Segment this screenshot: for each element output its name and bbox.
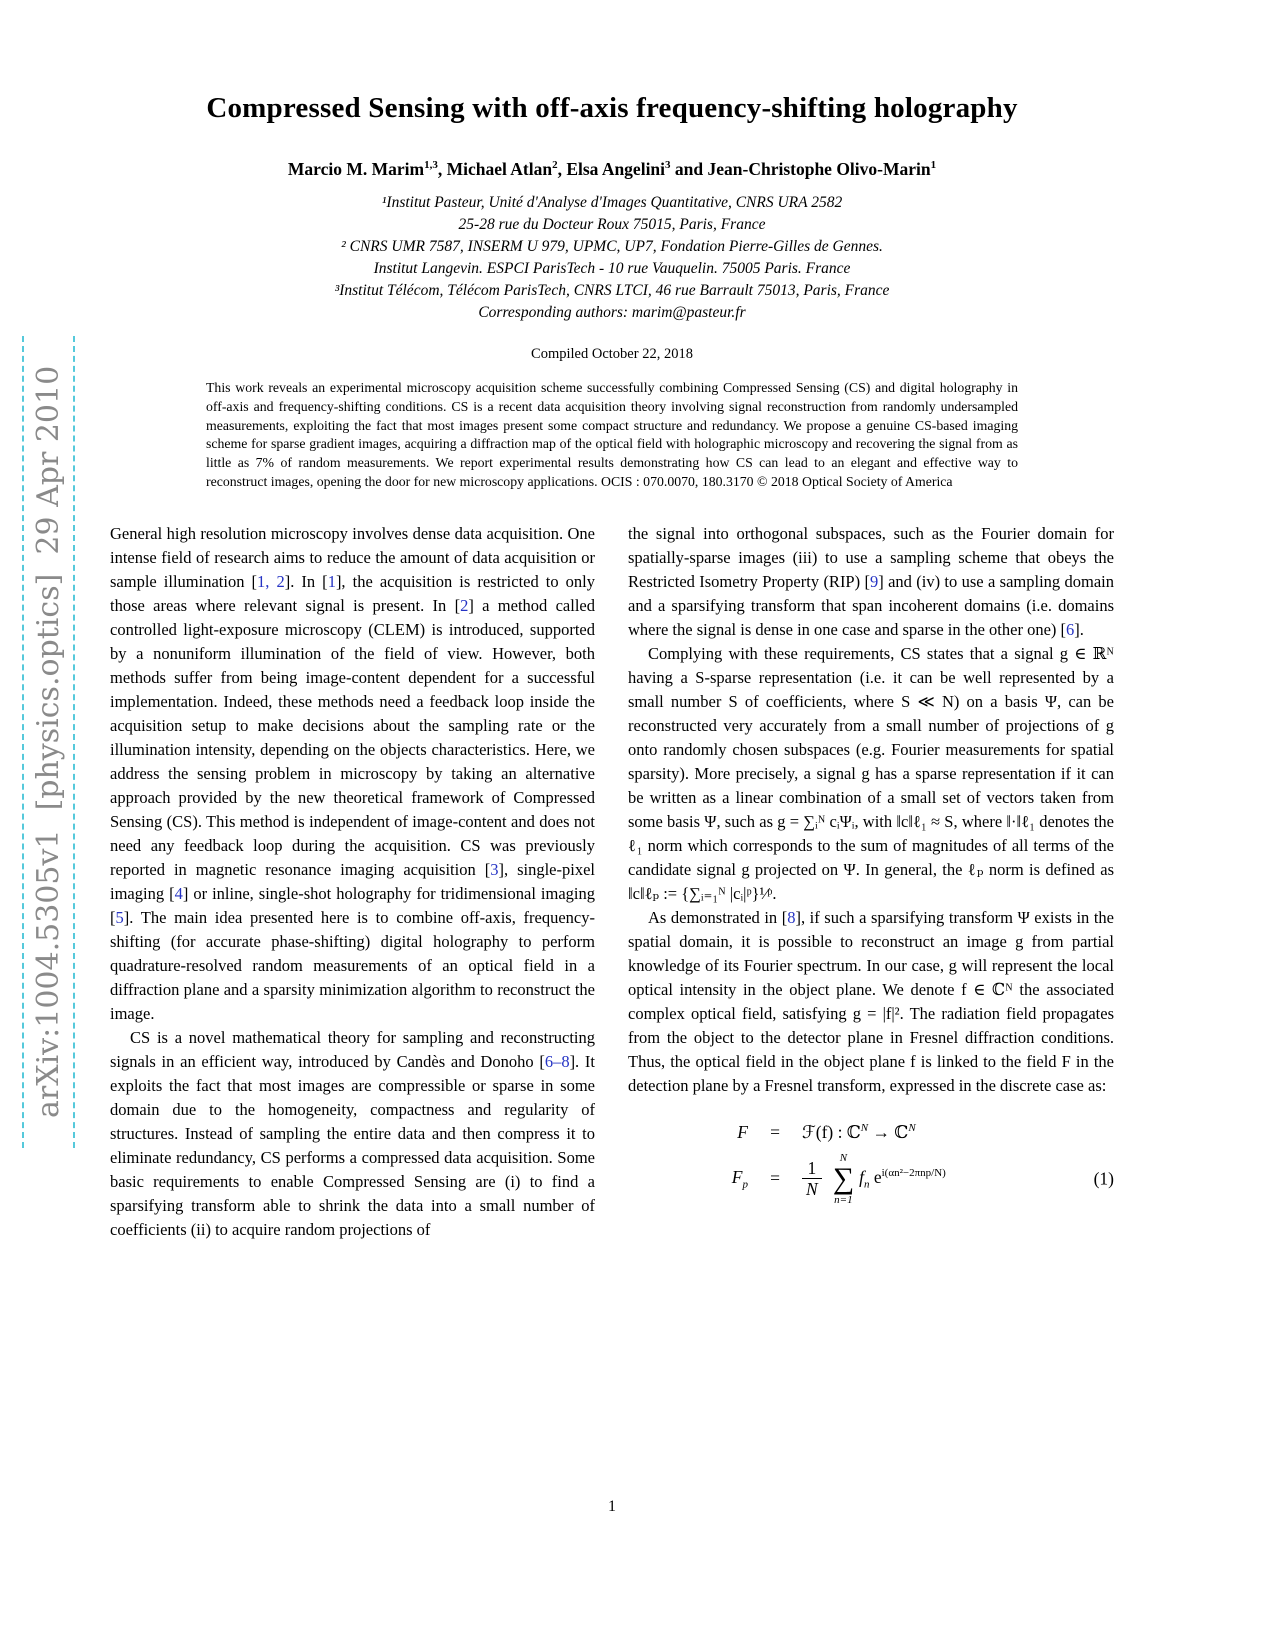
- term-f: f: [859, 1167, 864, 1188]
- author-name: and Jean-Christophe Olivo-Marin: [670, 159, 931, 179]
- author-name: , Elsa Angelini: [557, 159, 666, 179]
- eq1-relation: =: [770, 1121, 780, 1142]
- abstract-text: This work reveals an experimental microscopy acquisition scheme successfully combining Compressed Sensing (CS) and digital holography in off-axis and frequency-shifting conditions. CS is a recent data acquisition theory involving signal reconstruction from randomly undersampled measurements, exploiting the fact that most images present some compact structure and redundancy. We propose a genuine CS-based imaging scheme for sparse gradient images, acquiring a diffraction map of the optical field with holographic microscopy and recovering the signal from as little as 7% of random measurements. We report experimental results demonstrating how CS can lead to an elegant and effective way to reconstruct images, opening the door for new microscopy applications. OCIS : 070.0070, 180.3170 © 2018 Optical Society of America: [206, 380, 1018, 489]
- eq1-sup-n: N: [860, 1121, 869, 1134]
- sigma-symbol: ∑: [832, 1161, 855, 1195]
- affiliation-line: ¹Institut Pasteur, Unité d'Analyse d'Images Quantitative, CNRS URA 2582: [381, 194, 843, 211]
- eq2-lhs-base: F: [731, 1167, 743, 1188]
- column-right: [628, 522, 1114, 1242]
- column-left: [110, 522, 595, 1242]
- eq1-rhs-map: ℱ(f) : ℂ: [802, 1121, 861, 1142]
- paper-page: [110, 0, 1114, 1515]
- summation: [833, 1152, 854, 1206]
- affiliation-line: 25-28 rue du Docteur Roux 75015, Paris, France: [458, 216, 766, 233]
- equation-number: (1): [1093, 1168, 1114, 1189]
- citation-link[interactable]: 6: [1066, 619, 1075, 639]
- fraction: [802, 1158, 822, 1199]
- equation-line-1: [628, 1122, 1114, 1143]
- fraction-numerator: 1: [807, 1158, 817, 1179]
- arxiv-watermark: arXiv:1004.5305v1 [physics.optics] 29 Apr 2010: [22, 336, 75, 1148]
- citation-link[interactable]: 5: [115, 907, 124, 927]
- eq2-lhs-sub: p: [742, 1178, 748, 1191]
- paper-title: Compressed Sensing with off-axis frequency-shifting holography: [206, 92, 1018, 124]
- corresponding-author-line: Corresponding authors: marim@pasteur.fr: [478, 304, 746, 321]
- citation-link[interactable]: 8: [787, 907, 796, 927]
- eq2-relation: =: [770, 1168, 780, 1189]
- equation-line-2: [628, 1152, 1114, 1206]
- authors-line: [110, 159, 1114, 180]
- citation-link[interactable]: 4: [174, 883, 183, 903]
- two-column-body: [110, 522, 1114, 1242]
- eq1-rhs: [802, 1122, 1114, 1143]
- author-name: , Michael Atlan: [437, 159, 553, 179]
- summation-upper-limit: N: [839, 1151, 848, 1164]
- citation-link[interactable]: 9: [869, 571, 879, 591]
- affiliation-line: ³Institut Télécom, Télécom ParisTech, CNRS LTCI, 46 rue Barrault 75013, Paris, France: [334, 282, 890, 299]
- term-exponent: i(αn²−2πnp/N): [881, 1167, 946, 1180]
- eq1-rhs-arrow: → ℂ: [868, 1121, 909, 1142]
- term-e: e: [869, 1167, 882, 1188]
- affiliation-line: Institut Langevin. ESPCI ParisTech - 10 rue Vauquelin. 75005 Paris. France: [373, 260, 851, 277]
- body-paragraph: As demonstrated in [8], if such a sparsifying transform Ψ exists in the spatial domain, it is possible to reconstruct an image g from partial knowledge of its Fourier spectrum. In our case, g will represent the local optical intensity in the object plane. We denote f ∈ ℂᴺ the associated complex optical field, satisfying g = |f|². The radiation field propagates from the object to the detector plane in Fresnel diffraction conditions. Thus, the optical field in the object plane f is linked to the field F in the detection plane by a Fresnel transform, expressed in the discrete case as:: [628, 907, 1114, 1095]
- term-f-subscript: n: [863, 1178, 870, 1191]
- citation-link[interactable]: 1: [327, 571, 336, 591]
- citation-link[interactable]: 6–8: [544, 1051, 570, 1071]
- affiliation-line: ² CNRS UMR 7587, INSERM U 979, UPMC, UP7, Fondation Pierre-Gilles de Gennes.: [341, 238, 883, 255]
- citation-link[interactable]: 1, 2: [257, 571, 285, 591]
- summand-term: [859, 1167, 946, 1191]
- eq1-lhs: F: [737, 1121, 748, 1142]
- author-name: Marcio M. Marim: [287, 159, 425, 179]
- citation-link[interactable]: 2: [460, 595, 469, 615]
- compiled-date: Compiled October 22, 2018: [531, 346, 693, 362]
- body-paragraph: the signal into orthogonal subspaces, such as the Fourier domain for spatially-sparse images (iii) to use a sampling scheme that obeys the Restricted Isometry Property (RIP) [9] and (iv) to use a sampling domain and a sparsifying transform that span incoherent domains (i.e. domains where the signal is dense in one case and sparse in the other one) [6].: [628, 523, 1114, 639]
- author-affil-superscript: 3: [665, 159, 671, 172]
- author-affil-superscript: 1,3: [424, 159, 438, 172]
- page-number: 1: [608, 1498, 616, 1515]
- equation-block: [628, 1122, 1114, 1206]
- body-paragraph: General high resolution microscopy involves dense data acquisition. One intense field of research aims to reduce the amount of data acquisition or sample illumination [1, 2]. In [1], the acquisition is restricted to only those areas where relevant signal is present. In [2] a method called controlled light-exposure microscopy (CLEM) is introduced, supported by a nonuniform illumination of the field of view. However, both methods suffer from being image-content dependent for a successful implementation. Indeed, these methods need a feedback loop inside the acquisition setup to make decisions about the sampling rate or the illumination intensity, depending on the objects characteristics. Here, we address the sensing problem in microscopy by taking an alternative approach provided by the new theoretical framework of Compressed Sensing (CS). This method is independent of image-content and does not need any feedback loop during the acquisition. CS was previously reported in magnetic resonance imaging acquisition [3], single-pixel imaging [4] or inline, single-shot holography for tridimensional imaging [5]. The main idea presented here is to combine off-axis, frequency-shifting (for accurate phase-shifting) digital holography to perform quadrature-resolved random measurements of an optical field in a diffraction plane and a sparsity minimization algorithm to reconstruct the image.: [110, 523, 596, 1023]
- eq2-rhs: [802, 1152, 1114, 1206]
- body-paragraph: Complying with these requirements, CS states that a signal g ∈ ℝᴺ having a S-sparse representation (i.e. it can be well represented by a small number S of coefficients, where S ≪ N) on a basis Ψ, can be reconstructed very accurately from a small number of projections of g onto randomly chosen subspaces (e.g. Fourier measurements for spatial sparsity). More precisely, a signal g has a sparse representation if it can be written as a linear combination of a small set of vectors taken from some basis Ψ, such as g = ∑ᵢᴺ cᵢΨᵢ, with ‖c‖ℓ₁ ≈ S, where ‖·‖ℓ₁ denotes the ℓ₁ norm which corresponds to the sum of magnitudes of all terms of the candidate signal g projected on Ψ. In general, the ℓₚ norm is defined as ‖c‖ℓₚ := {∑ᵢ₌₁ᴺ |cᵢ|ᵖ}¹⁄ᵖ.: [628, 643, 1114, 903]
- affiliations: [110, 192, 1114, 324]
- fraction-denominator: N: [802, 1178, 822, 1199]
- eq1-sup-n: N: [908, 1121, 916, 1134]
- author-affil-superscript: 1: [930, 159, 937, 172]
- citation-link[interactable]: 3: [490, 859, 499, 879]
- author-affil-superscript: 2: [552, 159, 558, 172]
- body-paragraph: CS is a novel mathematical theory for sampling and reconstructing signals in an efficient way, introduced by Candès and Donoho [6–8]. It exploits the fact that most images are compressible or sparse in some domain due to the homogeneity, compactness and regularity of structures. Instead of sampling the entire data and then compress it to eliminate redundancy, CS performs a compressed data acquisition. Some basic requirements to enable Compressed Sensing are (i) to find a sparsifying transform able to shrink the data into a small number of coefficients (ii) to acquire random projections of: [110, 1027, 595, 1239]
- eq2-lhs: [628, 1167, 748, 1191]
- summation-lower-limit: n=1: [834, 1193, 853, 1206]
